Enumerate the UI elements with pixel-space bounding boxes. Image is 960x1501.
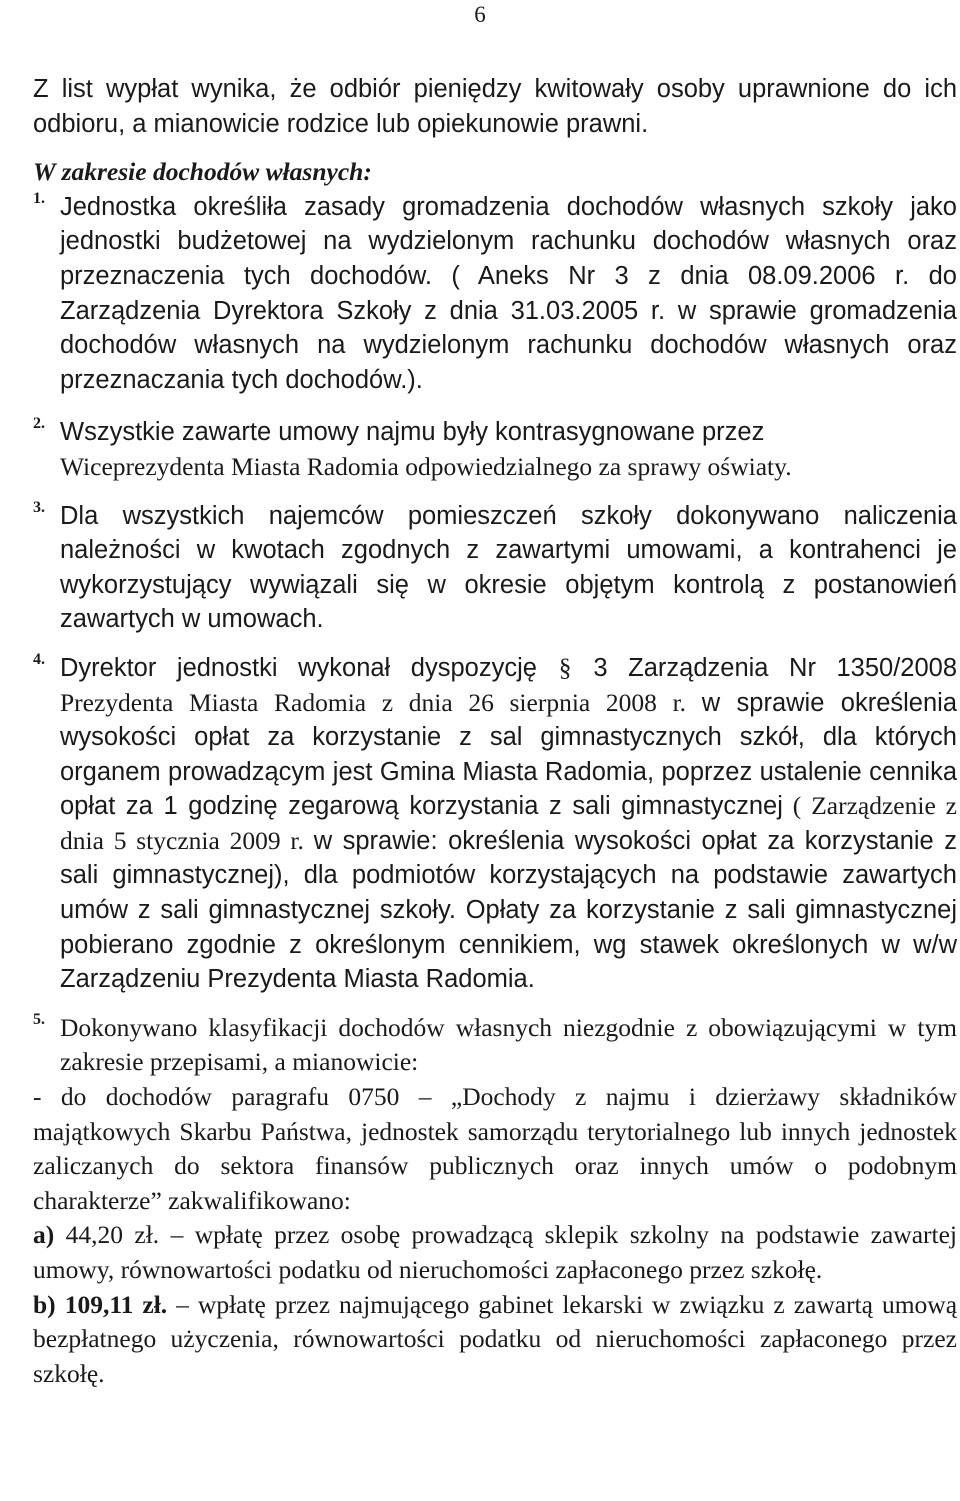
item-text: Wszystkie zawarte umowy najmu były kontrasygnowane przez xyxy=(60,418,765,447)
document-body xyxy=(33,72,957,1391)
section-heading: W zakresie dochodów własnych: xyxy=(33,157,372,187)
item-text: Jednostka określiła zasady gromadzenia dochodów własnych szkoły jako jednostki budżetowej na wydzielonym rachunku dochodów własnych oraz przeznaczenia tych dochodów. ( Aneks Nr 3 z dnia 08.09.2006 r. do Zarządzenia Dyrektora Szkoły z dnia 31.03.2005 r. w sprawie gromadzenia dochodów własnych na wydzielonym rachunku dochodów własnych oraz przeznaczania tych dochodów.). xyxy=(60,192,957,394)
item-text-part: w sprawie określenia wysokości opłat za korzystanie z sal gimnastycznych szkół, dla których organem prowadzącym jest Gmina Miasta Radomia, poprzez ustalenie cennika opłat za 1 godzinę zegarową korzystania z sali gimnastycznej xyxy=(60,688,958,821)
item-text-part: w sprawie: określenia wysokości opłat za korzystanie z sali gimnastycznej), dla podmiotów korzystających na podstawie zawartych umów z sali gimnastycznej szkoły. Opłaty za korzystanie z sali gimnastycznej pobierano zgodnie z określonym cennikiem, wg stawek określonych w w/w Zarządzeniu Prezydenta Miasta Radomia. xyxy=(60,826,958,994)
item-text-part: ( Zarządzenie z dnia 5 stycznia 2009 r. xyxy=(60,791,958,855)
subitem-a xyxy=(33,1218,957,1287)
subitem-amount: 109,11 zł. xyxy=(64,1289,168,1319)
list-item-3 xyxy=(33,499,957,637)
item-number: 4. xyxy=(33,650,45,668)
page-number: 6 xyxy=(474,2,486,27)
subitem-b xyxy=(33,1288,957,1392)
intro-paragraph: Z list wypłat wynika, że odbiór pieniędzy kwitowały osoby uprawnione do ich odbioru, a mianowicie rodzice lub opiekunowie prawni. xyxy=(33,75,957,138)
item-text-part: Dyrektor jednostki wykonał dyspozycję xyxy=(60,653,537,682)
section-symbol: § xyxy=(558,652,572,682)
item-text-part: Prezydenta Miasta Radomia z dnia 26 sierpnia 2008 r. xyxy=(60,687,687,717)
item-text: Dla wszystkich najemców pomieszczeń szkoły dokonywano naliczenia należności w kwotach zgodnych z zawartymi umowami, a kontrahenci je wykorzystujący wywiązali się w okresie objętym kontrolą z postanowień zawartych w umowach. xyxy=(60,501,957,634)
list-item-5 xyxy=(33,1011,957,1080)
subitem-text: – wpłatę przez najmującego gabinet lekarski w związku z zawartą umową bezpłatnego użyczenia, równowartości podatku od nieruchomości zapłaconego przez szkołę. xyxy=(33,1289,958,1388)
subitem-label: a) xyxy=(33,1220,55,1250)
item-text-continuation: Wiceprezydenta Miasta Radomia odpowiedzialnego za sprawy oświaty. xyxy=(60,451,792,481)
subitem-label: b) xyxy=(33,1289,56,1319)
classification-description: - do dochodów paragrafu 0750 – „Dochody z najmu i dzierżawy składników majątkowych Skarbu Państwa, jednostek samorządu terytorialnego lub innych jednostek zaliczanych do sektora finansów publicznych oraz innych umów o podobnym charakterze” zakwalifikowano: xyxy=(33,1082,957,1215)
item-number: 2. xyxy=(33,415,45,433)
list-item-4 xyxy=(33,651,957,997)
item-number: 3. xyxy=(33,498,45,516)
list-item-2 xyxy=(33,415,957,484)
subitem-text: – wpłatę przez osobę prowadzącą sklepik szkolny na podstawie zawartej umowy, równowartości podatku od nieruchomości zapłaconego przez szkołę. xyxy=(33,1220,958,1284)
item-number: 1. xyxy=(33,189,45,207)
item-text: Dokonywano klasyfikacji dochodów własnych niezgodnie z obowiązującymi w tym zakresie przepisami, a mianowicie: xyxy=(60,1012,957,1077)
list-item-1 xyxy=(33,190,957,398)
subitem-amount: 44,20 zł. xyxy=(65,1220,160,1250)
item-text xyxy=(60,651,957,997)
item-text-part: 3 Zarządzenia Nr 1350/2008 xyxy=(593,653,958,682)
item-number: 5. xyxy=(33,1010,45,1028)
